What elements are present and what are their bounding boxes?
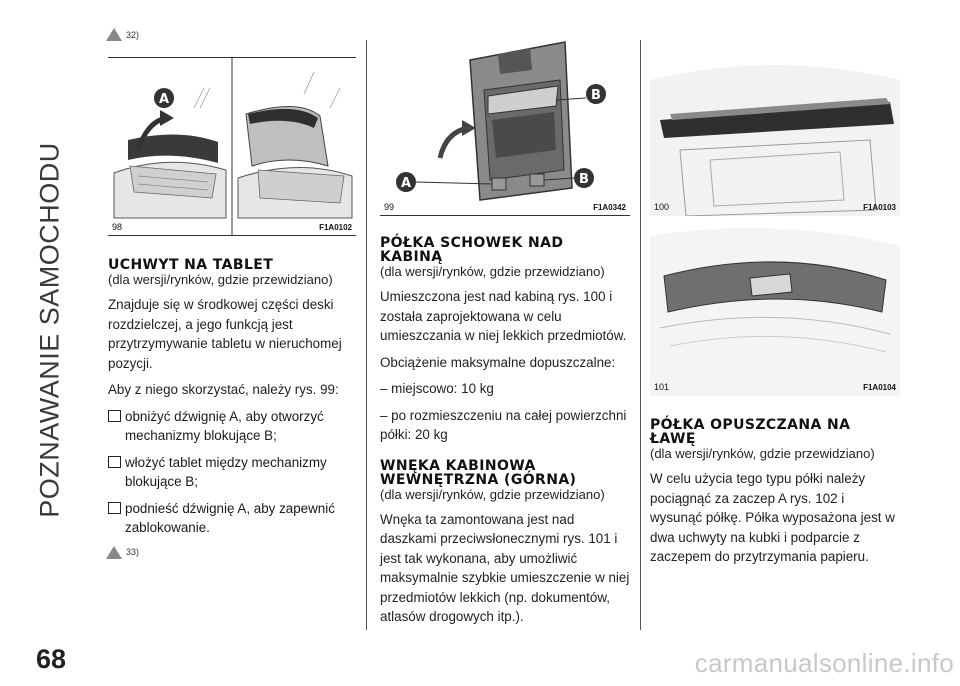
paragraph: – po rozmieszczeniu na całej powierzchni półki: 20 kg <box>380 407 627 442</box>
subheading-availability: (dla wersji/rynków, gdzie przewidziano) <box>380 264 605 279</box>
column-divider-2 <box>640 40 641 630</box>
figure-98 <box>108 58 356 236</box>
figure-number: 100 <box>654 202 670 212</box>
paragraph: W celu użycia tego typu półki należy pociągnąć za zaczep A rys. 102 i wysunąć półkę. Półka wyposażona jest w dwa uchwyty na kubki i podparcie z zaczepem do przytrzymania papieru. <box>650 471 895 564</box>
figure-code: F1A0102 <box>319 223 352 232</box>
figure-100 <box>650 40 900 216</box>
list-item: włożyć tablet między mechanizmy blokujące B; <box>108 453 356 492</box>
figure-number: 98 <box>112 222 123 232</box>
column-bench-shelf <box>650 40 900 567</box>
paragraph: Wnęka ta zamontowana jest nad daszkami przeciwsłonecznymi rys. 101 i jest tak wykonana, aby umożliwić maksymalnie szybkie umieszczenie w niej przedmiotów lekkich (np. dokumentów, atlasów drogowych itp.). <box>380 511 630 624</box>
heading-tablet-holder: UCHWYT NA TABLET <box>108 257 274 273</box>
figure-99-illustration <box>380 40 630 216</box>
paragraph: Aby z niego skorzystać, należy rys. 99: <box>108 382 339 397</box>
subheading-availability: (dla wersji/rynków, gdzie przewidziano) <box>108 272 333 287</box>
figure-code: F1A0342 <box>593 203 626 212</box>
paragraph: – miejscowo: 10 kg <box>380 381 494 396</box>
warning-icon <box>106 546 122 559</box>
figure-number: 99 <box>384 202 395 212</box>
figure-101 <box>650 216 900 396</box>
watermark: carmanualsonline.info <box>694 648 954 678</box>
subheading-availability: (dla wersji/rynków, gdzie przewidziano) <box>650 446 875 461</box>
warning-ref-top <box>106 28 356 41</box>
figure-number: 101 <box>654 382 670 392</box>
column-tablet-holder <box>108 28 356 559</box>
figure-98-label-a: A <box>158 92 170 107</box>
figure-101-illustration <box>650 216 900 396</box>
checkbox-bullet-icon <box>108 410 121 422</box>
column-divider-1 <box>366 40 367 630</box>
paragraph: Umieszczona jest nad kabiną rys. 100 i została zaprojektowana w celu umieszczania w niej lekkich przedmiotów. <box>380 289 627 343</box>
list-item: podnieść dźwignię A, aby zapewnić zablokowanie. <box>108 499 356 538</box>
figure-code: F1A0103 <box>863 203 896 212</box>
subheading-availability: (dla wersji/rynków, gdzie przewidziano) <box>380 486 605 502</box>
figure-99-label-b-bottom: B <box>579 172 589 187</box>
heading-cabin-shelf: PÓŁKA SCHOWEK NAD KABINĄ <box>380 235 564 265</box>
warning-ref-text: 32) <box>126 29 140 40</box>
warning-icon <box>106 28 122 41</box>
section-side-title: POZNAWANIE SAMOCHODU <box>34 142 65 518</box>
page-number: 68 <box>36 644 67 674</box>
figure-99-label-a: A <box>400 176 412 191</box>
paragraph: Obciążenie maksymalne dopuszczalne: <box>380 354 616 370</box>
checkbox-bullet-icon <box>108 502 121 514</box>
figure-code: F1A0104 <box>863 383 896 392</box>
column-overhead-shelf <box>380 40 630 627</box>
figure-99-label-b-top: B <box>591 88 601 103</box>
list-item: obniżyć dźwignię A, aby otworzyć mechanizmy blokujące B; <box>108 407 356 446</box>
heading-bench-shelf: PÓŁKA OPUSZCZANA NA ŁAWĘ <box>650 417 851 447</box>
warning-ref-bottom <box>106 546 356 559</box>
warning-ref-text: 33) <box>126 547 140 557</box>
figure-99 <box>380 40 630 216</box>
figure-100-illustration <box>650 40 900 216</box>
heading-cabin-recess: WNĘKA KABINOWA WEWNĘTRZNA (GÓRNA) <box>380 457 577 488</box>
checkbox-bullet-icon <box>108 456 121 468</box>
paragraph: Znajduje się w środkowej części deski rozdzielczej, a jego funkcją jest przytrzymywanie tabletu w nieruchomej pozycji. <box>108 297 342 371</box>
figure-98-illustration <box>108 58 356 236</box>
